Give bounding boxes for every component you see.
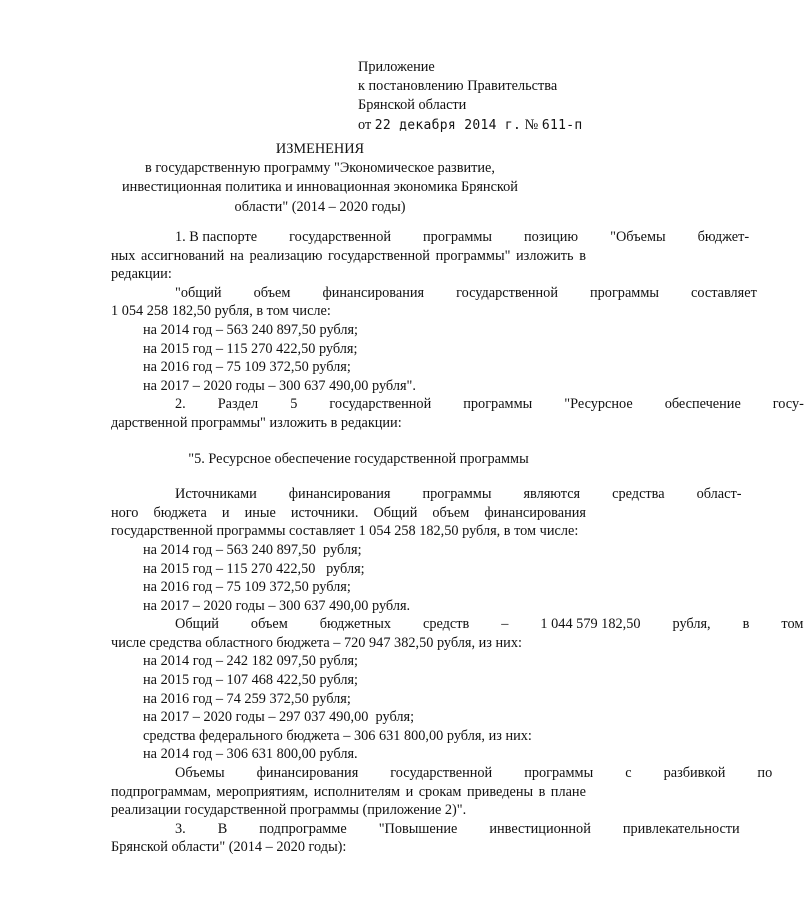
final-line-3: реализации государственной программы (приложение 2)".: [111, 802, 467, 819]
word: программы: [524, 765, 594, 782]
word: на: [229, 247, 244, 264]
item3-line-1: [111, 820, 740, 839]
word: бюджет-: [697, 229, 750, 245]
final-line-2: [111, 783, 586, 802]
word: финансирования: [288, 486, 391, 503]
word: рубля,: [672, 616, 711, 633]
word: в: [742, 616, 750, 633]
word: "Ресурсное: [564, 396, 633, 413]
word: В: [217, 820, 228, 837]
word: 1 044 579 182,50: [540, 616, 641, 633]
word: составляет: [691, 284, 757, 301]
word: государственной: [328, 247, 430, 264]
title-heading: ИЗМЕНЕНИЯ: [275, 141, 365, 157]
word: объем: [253, 284, 291, 301]
word: ного: [111, 504, 139, 521]
word: в: [538, 783, 546, 800]
item1-year-2015: на 2015 год – 115 270 422,50 рубля;: [143, 340, 358, 357]
word: иные: [244, 504, 276, 521]
word: финансирования: [256, 765, 359, 782]
final-line-1: [111, 764, 773, 783]
section5-year-2015: на 2015 год – 115 270 422,50 рубля;: [143, 560, 365, 577]
word: срокам: [418, 783, 462, 800]
word: инвестиционной: [489, 820, 591, 837]
section5-year-2017-2020: на 2017 – 2020 годы – 300 637 490,00 рубля.: [143, 597, 411, 614]
word: исполнителям: [313, 783, 401, 800]
approval-block: [358, 58, 628, 135]
document-body: [111, 228, 804, 857]
item2-line-1: [111, 395, 804, 414]
section5-line-2: [111, 504, 586, 523]
word: Объемы: [175, 765, 225, 782]
item1-quote-line-1: [111, 284, 757, 303]
approval-date-line: [358, 116, 628, 135]
section5-year-2016: на 2016 год – 75 109 372,50 рубля;: [143, 579, 351, 596]
approval-line-2: к постановлению Правительства: [358, 78, 558, 95]
section5-line-3: государственной программы составляет 1 054 258 182,50 рубля, в том числе:: [111, 523, 579, 540]
title-line-3: области" (2014 – 2020 годы): [234, 198, 406, 215]
word: с: [625, 765, 632, 782]
section5-line-1: [111, 485, 742, 504]
word: источники.: [290, 504, 359, 521]
title-line-1: в государственную программу "Экономическое развитие,: [145, 160, 495, 177]
word: средств: [422, 616, 470, 633]
word: позицию: [524, 229, 579, 245]
word: государственной: [456, 284, 558, 301]
item1-line-1: [111, 228, 750, 247]
word: "общий: [175, 284, 222, 301]
word: реализацию: [249, 247, 323, 264]
federal-budget-line: средства федерального бюджета – 306 631 800,00 рубля, из них:: [143, 727, 532, 744]
title-line-2: инвестиционная политика и инновационная экономика Брянской: [122, 179, 518, 196]
federal-year-2014: на 2014 год – 306 631 800,00 рубля.: [143, 746, 358, 763]
word: привлекательности: [622, 820, 740, 837]
word: ных: [111, 247, 136, 264]
word: государственной: [289, 229, 392, 245]
word: мероприятиям,: [216, 783, 309, 800]
section5-heading: "5. Ресурсное обеспечение государственной программы: [188, 450, 529, 467]
document-title: [100, 140, 540, 217]
word: Раздел: [217, 396, 259, 413]
word: разбивкой: [663, 765, 726, 782]
word: "Повышение: [378, 820, 458, 837]
word: 3.: [175, 820, 186, 837]
item2-line-2: дарственной программы" изложить в редакции:: [111, 414, 402, 431]
word: объем: [432, 504, 470, 521]
word: государственной: [329, 396, 432, 413]
word: программы: [590, 284, 660, 301]
word: программы: [423, 229, 493, 245]
date-prefix: от: [358, 116, 372, 133]
word: государственной: [390, 765, 493, 782]
item1-line-2: [111, 247, 586, 266]
word: бюджета: [153, 504, 207, 521]
word: подпрограмме: [259, 820, 347, 837]
word: программы": [435, 247, 511, 264]
word: финансирования: [484, 504, 586, 521]
word: изложить: [516, 247, 574, 264]
word: программы: [463, 396, 533, 413]
budget-year-2016: на 2016 год – 74 259 372,50 рубля;: [143, 690, 351, 707]
word: област-: [696, 486, 742, 503]
word: 2.: [175, 396, 186, 413]
budget-year-2015: на 2015 год – 107 468 422,50 рубля;: [143, 672, 359, 689]
word: являются: [523, 486, 581, 503]
word: 1. В паспорте: [175, 229, 258, 245]
handwritten-date: 22 декабря 2014 г.: [374, 117, 522, 133]
word: в: [579, 247, 586, 264]
number-sign: №: [524, 116, 539, 133]
word: госу-: [772, 396, 804, 413]
word: Общий: [373, 504, 418, 521]
item1-year-2016: на 2016 год – 75 109 372,50 рубля;: [143, 359, 351, 376]
approval-line-3: Брянской области: [358, 97, 467, 114]
item1-year-2017-2020: на 2017 – 2020 годы – 300 637 490,00 рубля".: [143, 377, 416, 394]
word: программы: [422, 486, 492, 503]
word: и: [221, 504, 230, 521]
item1-quote-line-2: 1 054 258 182,50 рубля, в том числе:: [111, 303, 331, 320]
word: том: [781, 616, 804, 633]
budget-line-1: [111, 615, 804, 634]
word: средства: [612, 486, 665, 503]
handwritten-number: 611-п: [541, 117, 583, 133]
word: 5: [290, 396, 298, 413]
word: подпрограммам,: [111, 783, 211, 800]
word: обеспечение: [664, 396, 741, 413]
word: и: [405, 783, 414, 800]
word: объем: [250, 616, 288, 633]
budget-line-2: числе средства областного бюджета – 720 947 382,50 рубля, из них:: [111, 634, 522, 651]
word: по: [757, 765, 773, 782]
item1-year-2014: на 2014 год – 563 240 897,50 рубля;: [143, 321, 359, 338]
word: бюджетных: [319, 616, 391, 633]
word: приведены: [466, 783, 534, 800]
word: плане: [550, 783, 586, 800]
section5-year-2014: на 2014 год – 563 240 897,50 рубля;: [143, 541, 362, 558]
word: Источниками: [175, 486, 257, 503]
word: Общий: [175, 616, 219, 633]
approval-line-1: Приложение: [358, 59, 435, 75]
item3-line-2: Брянской области" (2014 – 2020 годы):: [111, 839, 347, 856]
word: –: [501, 616, 509, 633]
word: финансирования: [322, 284, 425, 301]
budget-year-2014: на 2014 год – 242 182 097,50 рубля;: [143, 653, 359, 670]
word: "Объемы: [610, 229, 666, 245]
item1-line-3: редакции:: [111, 266, 172, 283]
budget-year-2017-2020: на 2017 – 2020 годы – 297 037 490,00 рубля;: [143, 709, 415, 726]
word: ассигнований: [141, 247, 225, 264]
